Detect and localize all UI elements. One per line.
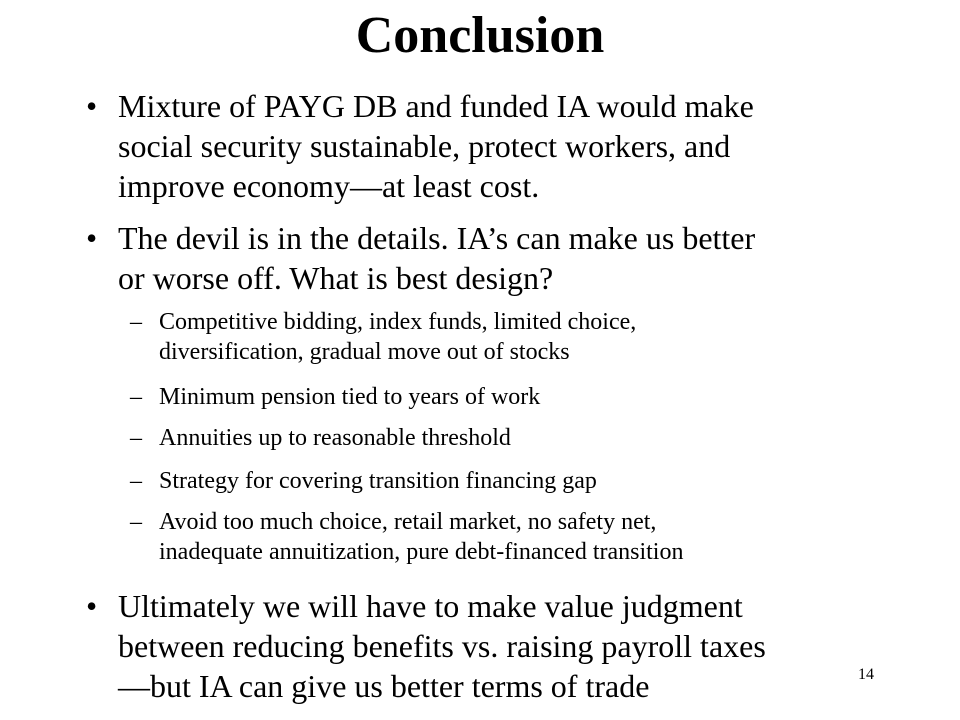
sub-item-line: Annuities up to reasonable threshold	[159, 425, 511, 451]
sub-item-text	[159, 466, 870, 496]
sub-item-text	[159, 507, 870, 567]
sub-item-line: inadequate annuitization, pure debt-financed transition	[159, 539, 684, 565]
sub-item-line: Minimum pension tied to years of work	[159, 384, 541, 410]
bullet-marker: •	[86, 88, 98, 124]
bullet-marker: •	[86, 220, 98, 256]
sub-item-5	[130, 507, 870, 567]
sub-item-4	[130, 466, 870, 496]
bullet-line: Ultimately we will have to make value judgment	[118, 588, 743, 624]
sub-item-2	[130, 382, 870, 412]
bullet-text	[118, 86, 876, 206]
bullet-line: —but IA can give us better terms of trade	[118, 668, 650, 704]
bullet-line: improve economy—at least cost.	[118, 168, 540, 204]
sub-item-line: Strategy for covering transition financing gap	[159, 468, 597, 494]
sub-item-1	[130, 307, 870, 367]
bullet-item-1	[86, 86, 876, 206]
bullet-line: social security sustainable, protect workers, and	[118, 128, 731, 164]
bullet-line: or worse off. What is best design?	[118, 260, 554, 296]
sub-item-text	[159, 423, 870, 453]
sub-item-text	[159, 382, 870, 412]
bullet-item-3	[86, 586, 876, 706]
sub-item-line: Avoid too much choice, retail market, no safety net,	[159, 509, 657, 535]
sub-item-line: diversification, gradual move out of stocks	[159, 339, 570, 365]
bullet-line: between reducing benefits vs. raising payroll taxes	[118, 628, 766, 664]
bullet-item-2	[86, 218, 876, 298]
slide-title: Conclusion	[355, 7, 605, 64]
sub-item-line: Competitive bidding, index funds, limited choice,	[159, 309, 637, 335]
dash-marker: –	[130, 309, 142, 335]
sub-item-3	[130, 423, 870, 453]
dash-marker: –	[130, 384, 142, 410]
dash-marker: –	[130, 509, 142, 535]
bullet-line: Mixture of PAYG DB and funded IA would make	[118, 88, 754, 124]
bullet-text	[118, 218, 876, 298]
dash-marker: –	[130, 468, 142, 494]
dash-marker: –	[130, 425, 142, 451]
page-number: 14	[858, 666, 874, 683]
sub-item-text	[159, 307, 870, 367]
bullet-text	[118, 586, 876, 706]
bullet-marker: •	[86, 588, 98, 624]
bullet-line: The devil is in the details. IA’s can make us better	[118, 220, 756, 256]
